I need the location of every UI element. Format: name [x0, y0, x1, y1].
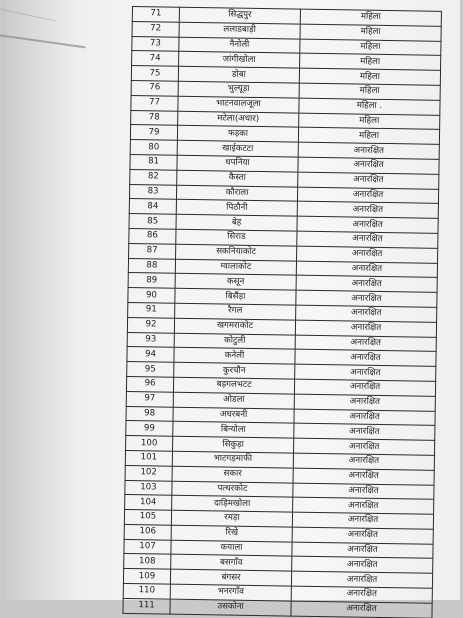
- category-cell: अनारक्षित: [291, 601, 432, 618]
- village-name-cell: भाटगड़माफी: [172, 451, 293, 468]
- category-cell: महिला: [299, 83, 440, 100]
- category-cell: अनारक्षित: [293, 438, 434, 455]
- village-name-cell: सिद्धपुर: [179, 7, 300, 24]
- serial-number-cell: 103: [125, 480, 172, 496]
- serial-number-cell: 110: [123, 584, 170, 600]
- serial-number-cell: 87: [129, 243, 176, 259]
- category-cell: महिला: [300, 54, 441, 71]
- category-cell: अनारक्षित: [292, 542, 433, 559]
- category-cell: अनारक्षित: [296, 275, 437, 292]
- table-body: [123, 7, 441, 618]
- village-name-cell: पिठौनी: [176, 200, 297, 217]
- village-name-cell: रैगल: [175, 303, 296, 320]
- serial-number-cell: 107: [124, 539, 171, 555]
- category-cell: अनारक्षित: [292, 557, 433, 574]
- serial-number-cell: 76: [131, 80, 178, 96]
- category-cell: अनारक्षित: [294, 423, 435, 440]
- village-name-cell: बिन्योला: [173, 422, 294, 439]
- serial-number-cell: 83: [129, 184, 176, 200]
- village-name-cell: कुरचौन: [174, 362, 295, 379]
- page-shadow: [6, 0, 76, 600]
- category-cell: महिला: [299, 113, 440, 130]
- serial-number-cell: 80: [130, 140, 177, 156]
- serial-number-cell: 104: [125, 495, 172, 511]
- village-name-cell: पत्थरकोट: [172, 481, 293, 498]
- serial-number-cell: 72: [132, 21, 179, 37]
- paper-fold-line: [0, 30, 86, 49]
- serial-number-cell: 84: [129, 199, 176, 215]
- serial-number-cell: 99: [126, 421, 173, 437]
- village-name-cell: रमड़ा: [171, 510, 292, 527]
- category-cell: अनारक्षित: [298, 172, 439, 189]
- paper-fold-line: [0, 4, 55, 22]
- village-name-cell: धपनिया: [177, 155, 298, 172]
- serial-number-cell: 81: [130, 154, 177, 170]
- category-cell: महिला: [300, 39, 441, 56]
- serial-number-cell: 95: [127, 362, 174, 378]
- serial-number-cell: 91: [128, 302, 175, 318]
- village-name-cell: सकार: [172, 466, 293, 483]
- serial-number-cell: 79: [130, 125, 177, 141]
- village-name-cell: कोटुली: [174, 333, 295, 350]
- serial-number-cell: 102: [125, 465, 172, 481]
- serial-number-cell: 86: [129, 228, 176, 244]
- category-cell: अनारक्षित: [296, 305, 437, 322]
- category-cell: महिला: [299, 68, 440, 85]
- village-name-cell: उसकोना: [170, 599, 291, 616]
- category-cell: अनारक्षित: [297, 201, 438, 218]
- village-name-cell: बिसैंड़ा: [175, 288, 296, 305]
- category-cell: अनारक्षित: [292, 527, 433, 544]
- category-cell: अनारक्षित: [292, 512, 433, 529]
- serial-number-cell: 105: [124, 510, 171, 526]
- serial-number-cell: 75: [131, 66, 178, 82]
- village-name-cell: बेह: [176, 214, 297, 231]
- category-cell: महिला: [298, 128, 439, 145]
- category-cell: अनारक्षित: [294, 379, 435, 396]
- serial-number-cell: 88: [128, 258, 175, 274]
- category-cell: अनारक्षित: [291, 571, 432, 588]
- category-cell: अनारक्षित: [293, 483, 434, 500]
- village-name-cell: बंगसर: [170, 569, 291, 586]
- village-name-cell: कैस्ता: [177, 170, 298, 187]
- category-cell: अनारक्षित: [295, 349, 436, 366]
- serial-number-cell: 74: [132, 51, 179, 67]
- category-cell: अनारक्षित: [298, 157, 439, 174]
- serial-number-cell: 85: [129, 214, 176, 230]
- village-name-cell: खगमराकोट: [174, 318, 295, 335]
- serial-number-cell: 71: [132, 7, 179, 23]
- village-name-cell: डोबा: [178, 66, 299, 83]
- category-cell: अनारक्षित: [293, 453, 434, 470]
- category-cell: महिला: [300, 9, 441, 26]
- village-name-cell: नैनोली: [179, 37, 300, 54]
- category-cell: अनारक्षित: [297, 216, 438, 233]
- village-name-cell: दाड़िमखोला: [172, 495, 293, 512]
- serial-number-cell: 98: [126, 406, 173, 422]
- serial-number-cell: 78: [131, 110, 178, 126]
- category-cell: अनारक्षित: [293, 497, 434, 514]
- serial-number-cell: 77: [131, 95, 178, 111]
- category-cell: अनारक्षित: [296, 290, 437, 307]
- serial-number-cell: 97: [126, 391, 173, 407]
- village-name-cell: कसून: [175, 274, 296, 291]
- document-page: [6, 0, 460, 615]
- serial-number-cell: 94: [127, 347, 174, 363]
- serial-number-cell: 93: [127, 332, 174, 348]
- village-name-cell: कनेली: [174, 348, 295, 365]
- category-cell: अनारक्षित: [297, 246, 438, 263]
- village-name-cell: कौराला: [176, 185, 297, 202]
- category-cell: अनारक्षित: [293, 468, 434, 485]
- village-name-cell: भनरगाँव: [170, 584, 291, 601]
- category-cell: अनारक्षित: [298, 142, 439, 159]
- serial-number-cell: 100: [126, 436, 173, 452]
- village-name-cell: सिकुड़ा: [173, 436, 294, 453]
- village-name-cell: ओडला: [173, 392, 294, 409]
- category-cell: अनारक्षित: [297, 187, 438, 204]
- serial-number-cell: 73: [132, 36, 179, 52]
- village-name-cell: ग्वालाकोट: [175, 259, 296, 276]
- village-name-cell: सकनियाकोट: [176, 244, 297, 261]
- village-name-cell: बड़गलभटट: [173, 377, 294, 394]
- village-name-cell: अधरबनी: [173, 407, 294, 424]
- reservation-table: [122, 6, 442, 618]
- village-name-cell: भाटनवालजूला: [178, 96, 299, 113]
- category-cell: अनारक्षित: [295, 335, 436, 352]
- village-name-cell: रिखे: [171, 525, 292, 542]
- category-cell: अनारक्षित: [294, 409, 435, 426]
- serial-number-cell: 92: [127, 317, 174, 333]
- category-cell: अनारक्षित: [295, 320, 436, 337]
- category-cell: अनारक्षित: [294, 394, 435, 411]
- village-name-cell: बसगाँव: [171, 555, 292, 572]
- category-cell: अनारक्षित: [295, 364, 436, 381]
- village-name-cell: भुल्यूड़ा: [178, 81, 299, 98]
- serial-number-cell: 89: [128, 273, 175, 289]
- serial-number-cell: 101: [125, 450, 172, 466]
- village-name-cell: जांगीखोला: [179, 52, 300, 69]
- village-name-cell: फड़का: [177, 126, 298, 143]
- serial-number-cell: 108: [124, 554, 171, 570]
- village-name-cell: ललाडबाड़ी: [179, 22, 300, 39]
- category-cell: अनारक्षित: [297, 231, 438, 248]
- village-name-cell: कयाला: [171, 540, 292, 557]
- category-cell: अनारक्षित: [296, 261, 437, 278]
- category-cell: अनारक्षित: [291, 586, 432, 603]
- serial-number-cell: 109: [123, 569, 170, 585]
- village-name-cell: सिराड: [176, 229, 297, 246]
- serial-number-cell: 96: [126, 376, 173, 392]
- serial-number-cell: 82: [130, 169, 177, 185]
- serial-number-cell: 90: [128, 288, 175, 304]
- village-name-cell: खाईकटटा: [177, 140, 298, 157]
- village-name-cell: मटेला(अधार): [178, 111, 299, 128]
- category-cell: महिला: [300, 24, 441, 41]
- category-cell: महिला .: [299, 98, 440, 115]
- serial-number-cell: 106: [124, 524, 171, 540]
- serial-number-cell: 111: [123, 598, 170, 614]
